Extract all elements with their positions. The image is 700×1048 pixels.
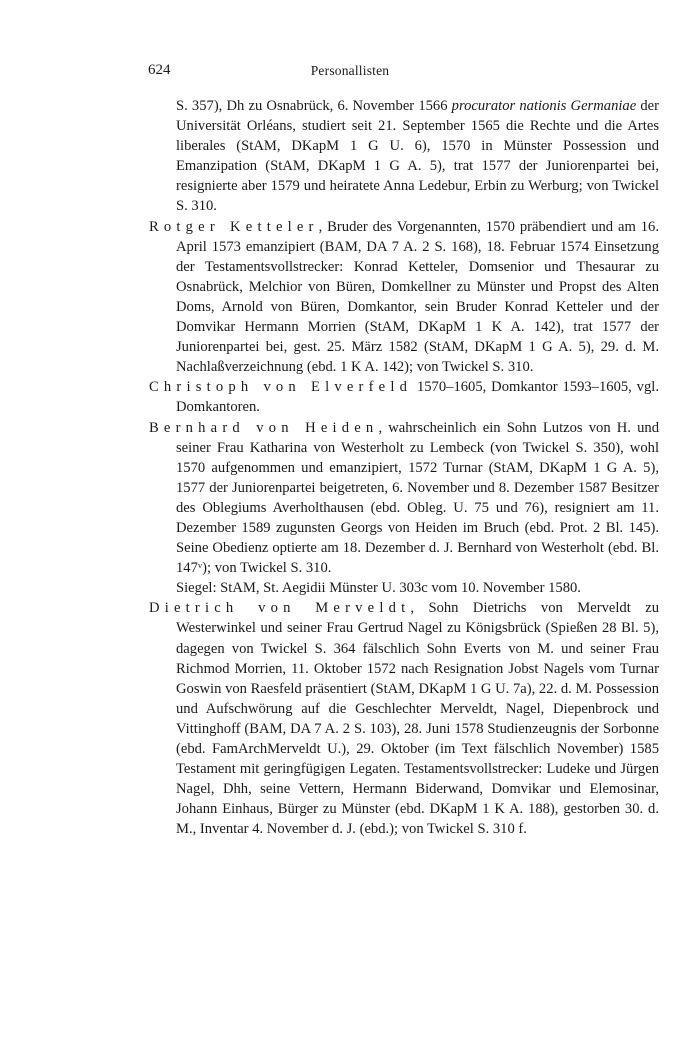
- entry-text: , Bruder des Vorgenannten, 1570 präbendiert und am 16. April 1573 emanzipiert (BAM, DA 7 A. 2 S. 168), 18. Februar 1574 Einsetzung der Testamentsvollstrecker: Konrad Ketteler, Domsenior und Thesaurar zu Osnabrück, Melchior von Büren, Domkellner zu Münster und Propst des Alten Doms, Arnold von Büren, Domkantor, sein Bruder Konrad Ketteler und der Domvikar Hermann Morrien (StAM, DKapM 1 K A. 142), trat 1577 der Juniorenpartei bei, gest. 25. März 1582 (StAM, DKapM 1 G A. 5), 29. d. M. Nachlaßverzeichnung (ebd. 1 K A. 142); von Twickel S. 310.: [176, 218, 659, 376]
- person-name: Christoph von Elverfeld: [149, 379, 413, 396]
- entry-christoph-von-elverfeld: [149, 377, 659, 417]
- running-title: Personallisten: [310, 63, 390, 78]
- page-header: [0, 62, 700, 82]
- entry-text: der Universität Orléans, studiert seit 21. September 1565 die Rechte und die Artes liberales (StAM, DKapM 1 G U. 6), 1570 in Münster Possession und Emanzipation (StAM, DKapM 1 G A. 5), trat 1577 der Juniorenpartei bei, resignierte aber 1579 und heiratete Anna Ledebur, Erbin zu Werburg; von Twickel S. 310.: [176, 98, 659, 215]
- continued-entry: [149, 96, 659, 217]
- entry-bernhard-von-heiden: [149, 418, 659, 579]
- entry-rotger-ketteler: [149, 217, 659, 378]
- entry-dietrich-von-merveldt: [149, 598, 659, 839]
- person-name: Rotger Ketteler: [149, 218, 319, 235]
- person-name: Bernhard von Heiden: [149, 419, 379, 436]
- page-number: 624: [148, 62, 171, 78]
- person-name: Dietrich von Merveldt: [149, 600, 411, 617]
- entry-text: 1570–1605, Domkantor 1593–1605, vgl. Domkantoren.: [176, 379, 659, 416]
- page-body: [149, 96, 659, 839]
- italic-title: procurator nationis Germaniae: [451, 98, 637, 114]
- entry-text: S. 357), Dh zu Osnabrück, 6. November 1566: [176, 98, 452, 114]
- entry-text: , Sohn Dietrichs von Merveldt zu Westerwinkel und seiner Frau Gertrud Nagel zu Königsbrück (Spießen 28 Bl. 5), dagegen von Twickel S. 364 fälschlich Sohn Everts von M. und seiner Frau Richmod Morrien, 11. Oktober 1572 nach Resignation Jobst Nagels vom Turnar Goswin von Raesfeld präsentiert (StAM, DKapM 1 G U. 7a), 22. d. M. Possession und Aufschwörung auf die Geschlechter Merveldt, Nagel, Diepenbrock und Vittinghoff (BAM, DA 7 A. 2 S. 103), 28. Juni 1578 Studienzeugnis der Sorbonne (ebd. FamArchMerveldt U.), 29. Oktober (im Text fälschlich November) 1585 Testament mit geringfügigen Legaten. Testamentsvollstrecker: Ludeke und Jürgen Nagel, Dhh, seine Vettern, Hermann Biderwand, Domvikar und Elemosinar, Johann Einhaus, Bürger zu Münster (ebd. DKapM 1 K A. 188), gestorben 30. d. M., Inventar 4. November d. J. (ebd.); von Twickel S. 310 f.: [176, 600, 659, 838]
- entry-text: , wahrscheinlich ein Sohn Lutzos von H. und seiner Frau Katharina von Westerholt zu Lembeck (von Twickel S. 350), wohl 1570 aufgenommen und emanzipiert, 1572 Turnar (StAM, DKapM 1 G A. 5), 1577 der Juniorenpartei beigetreten, 6. November und 8. Dezember 1587 Besitzer des Oblegiums Averholthausen (ebd. Obleg. U. 75 und 76), resigniert am 11. Dezember 1589 zugunsten Georgs von Heiden im Bruch (ebd. Prot. 2 Bl. 145). Seine Obedienz optierte am 18. Dezember d. J. Bernhard von Westerholt (ebd. Bl. 147ᵛ); von Twickel S. 310.: [176, 419, 659, 577]
- seal-note: Siegel: StAM, St. Aegidii Münster U. 303c vom 10. November 1580.: [176, 580, 581, 597]
